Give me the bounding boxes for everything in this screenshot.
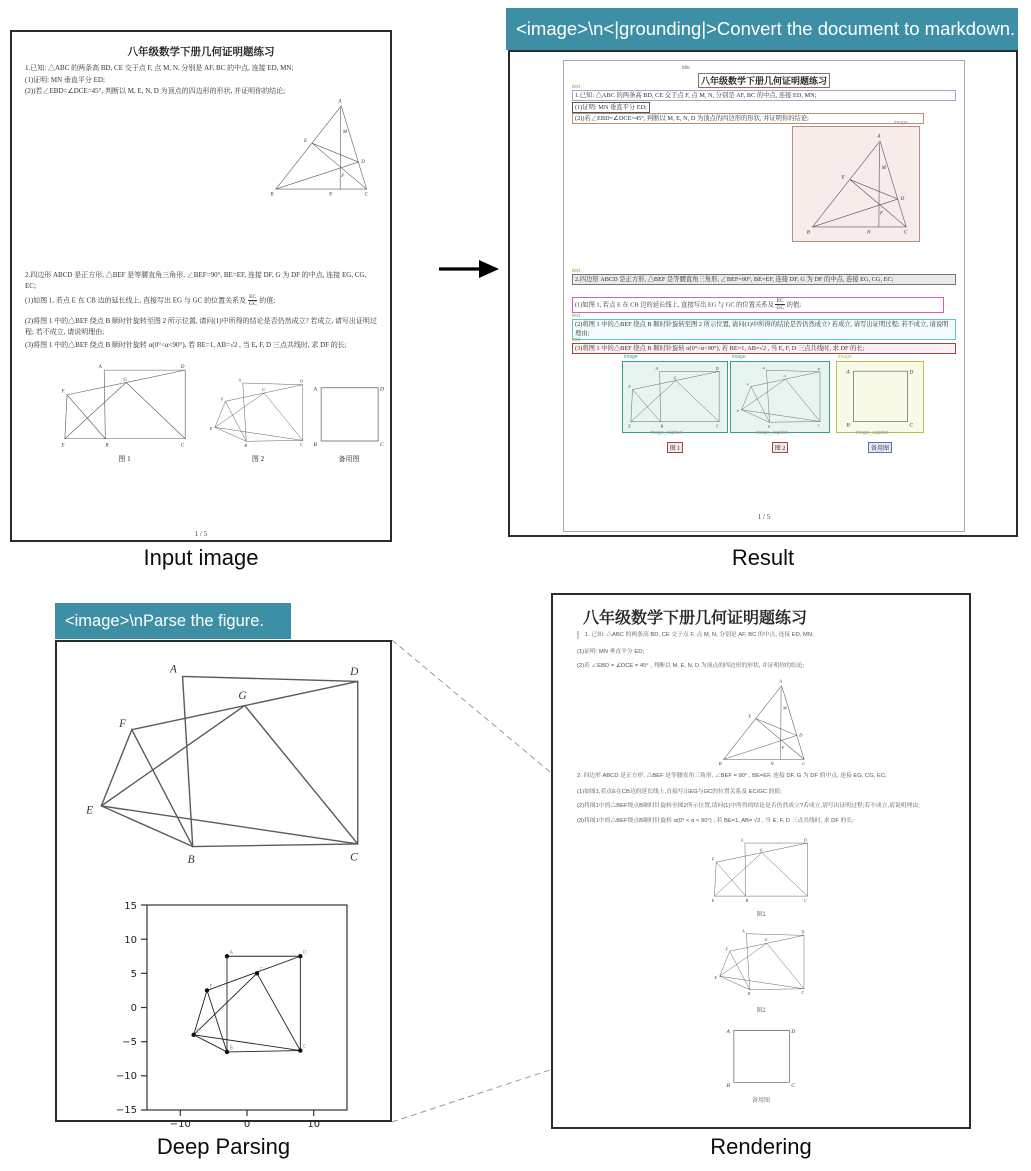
fraction-ec-gc: $\frac{EC}{GC}$ — [248, 294, 257, 308]
svg-text:C: C — [302, 1044, 307, 1051]
spare-figure-slot — [310, 364, 388, 464]
rendered-problem-1: 1. 已知: △ABC 的两条高 BD, CE 交于点 F, 点 M, N, 分别是 AF, BC 的中点, 连接 ED, MN; — [577, 631, 953, 639]
result-panel — [508, 50, 1018, 537]
figure-1 — [60, 360, 190, 450]
grounding-tag-text: text — [572, 313, 581, 319]
fraction-ec-gc: $\frac{EC}{GC}$ — [776, 298, 785, 312]
figure-1 — [711, 835, 811, 905]
p5-after: 的值; — [786, 301, 802, 309]
plot-data-layer — [191, 950, 306, 1054]
deep-parsing-label: Deep Parsing — [156, 1134, 291, 1159]
grounding-tag-image: image — [732, 354, 746, 360]
grounding-tag-text: text — [572, 84, 581, 90]
rendered-figure-1-caption: 图1 — [756, 912, 766, 918]
spare-figure — [311, 380, 387, 450]
triangle-figure — [264, 96, 372, 199]
parse-prompt-text: <image>\nParse the figure. — [65, 611, 265, 630]
rendering-panel — [551, 593, 971, 1129]
figure-1-annotated — [622, 354, 728, 455]
spare-figure-caption: 备用图 — [338, 455, 360, 463]
spare-figure — [843, 364, 917, 430]
figure-2-caption-box: 图 2 — [772, 442, 789, 453]
problem-2-part1-box — [572, 297, 944, 313]
rendered-spare-figure-wrap — [553, 1023, 969, 1096]
spare-figure — [724, 1023, 798, 1091]
x-tick: 0 — [243, 1119, 251, 1130]
rendered-problem-1-part1: (1)证明: MN 垂直平分 ED; — [577, 649, 644, 655]
page-number: 1 / 5 — [194, 530, 208, 538]
problem-1-part2-box: (2))若∠EBD=∠DCE=45°, 判断以 M, E, N, D 为顶点的四边形的形状, 并证明你的结论; — [572, 113, 924, 124]
x-tick: 10 — [307, 1119, 321, 1130]
p5-after: 的值; — [259, 296, 276, 305]
grounding-tag-image: image — [894, 120, 908, 126]
grounding-tag-text: text — [572, 337, 581, 343]
problem-1-part2-text: (2))若∠EBD=∠DCE=45°, 判断以 M, E, N, D 为顶点的四边形的形状, 并证明你的结论; — [25, 87, 286, 95]
figure-1-slot — [57, 364, 192, 464]
parsed-coordinate-plot — [57, 880, 394, 1130]
problem-1-text: 1.已知: △ABC 的两条高 BD, CE 交于点 F, 点 M, N, 分别是 AF, BC 的中点, 连接 ED, MN; — [25, 64, 294, 72]
figure-2-slot — [208, 364, 308, 464]
figure-2 — [713, 927, 809, 998]
problem-2-part2-box: (2)将图 1 中的△BEF 绕点 B 顺时针旋转至图 2 所示位置, 请问(1)中所得的结论是否仍然成立? 若成立, 请写出证明过程; 若不成立, 请说明理由; — [572, 319, 956, 340]
result-title-row — [564, 71, 964, 89]
rendered-figure-2-caption: 图2 — [756, 1008, 766, 1014]
deep-parsing-panel — [55, 640, 392, 1130]
triangle-image-box — [792, 126, 920, 242]
rendering-label: Rendering — [710, 1134, 812, 1159]
grounding-tag-image-caption: image_caption — [756, 430, 789, 436]
y-tick: 5 — [130, 969, 137, 980]
rendered-problem-2-part3: (3)将图1中的△BEF绕点B顺时针旋转 α(0° < α < 90°) , 若 BE=1, AB= √2 , 当 E, F, D 三点共线时, 求 DF 的长; — [577, 818, 854, 824]
parsed-geometry-figure — [81, 656, 373, 872]
y-tick: −10 — [115, 1071, 137, 1082]
p5-before: (1)如图 1, 若点 E 在 CB 边的延长线上, 直接写出 EG 与 GC 的位置关系及 — [25, 296, 247, 305]
result-label: Result — [731, 545, 795, 570]
input-image-label: Input image — [143, 545, 259, 570]
rendered-problem-1-part2: (2)若 ∠EBD = ∠DCE = 45° , 判断以 M, E, N, D 为顶点的四边形的形状, 并证明你的结论; — [577, 663, 805, 669]
grounding-prompt-banner — [506, 8, 1018, 50]
y-tick: −15 — [115, 1105, 137, 1116]
svg-text:G: G — [259, 966, 264, 973]
grounding-tag-title: title — [682, 65, 690, 71]
rendered-problem-2-part1: (1)如图1,若点E在CB边的延长线上,直接写出EG与GC的位置关系及 EC/GC 的值; — [577, 789, 782, 795]
figure-2-caption: 图 2 — [251, 455, 265, 463]
y-tick: −5 — [122, 1037, 137, 1048]
doc-title: 八年级数学下册几何证明题练习 — [127, 47, 275, 58]
figure-1 — [626, 364, 724, 430]
figure-2 — [734, 364, 826, 430]
figure-2 — [208, 376, 308, 450]
result-document-page — [563, 60, 965, 532]
rendered-problem-2: 2. 四边形 ABCD 是正方形, △BEF 是等腰直角三角形, ∠BEF = 90° , BE=EF, 连接 DF, G 为 DF 的中点, 连接 EG, CG, EC; — [577, 773, 887, 779]
figure-1-caption: 图 1 — [118, 455, 131, 463]
y-tick: 10 — [124, 935, 137, 946]
problem-1-part1-text: (1)证明: MN 垂直平分 ED; — [25, 76, 105, 84]
grounding-tag-image: image — [838, 354, 852, 360]
rendered-spare-caption: 备用图 — [751, 1098, 770, 1104]
rendered-markdown-page — [553, 595, 969, 1127]
svg-text:D: D — [302, 949, 307, 956]
problem-2-text: 2.四边形 ABCD 是正方形, △BEF 是等腰直角三角形, ∠BEF=90°, BE=EF, 连接 DF, G 为 DF 的中点, 连接 EG, CG, EC; — [25, 271, 367, 290]
rendered-title: 八年级数学下册几何证明题练习 — [583, 610, 808, 627]
problem-2-part2-text: (2)将图 1 中的△BEF 绕点 B 顺时针旋转至图 2 所示位置, 请问(1)中所得的结论是否仍然成立? 若成立, 请写出证明过程; 若不成立, 请说明理由; — [25, 317, 377, 336]
problem-2-box: 2.四边形 ABCD 是正方形, △BEF 是等腰直角三角形, ∠BEF=90°, BE=EF, 连接 DF, G 为 DF 的中点, 连接 EG, CG, EC; — [572, 274, 956, 285]
y-tick: 15 — [124, 901, 137, 912]
svg-text:B: B — [229, 1045, 233, 1052]
problem-2-part3-text: (3)将图 1 中的△BEF 绕点 B 顺时针旋转 α(0°<α<90°), 若 BE=1, AB=√2 , 当 E, F, D 三点共线时, 求 DF 的长; — [25, 341, 347, 349]
grounding-tag-image: image — [624, 354, 638, 360]
figure-1-caption-box: 图 1 — [667, 442, 684, 453]
grounding-prompt-text: <image>\n<|grounding|>Convert the document to markdown. — [516, 18, 1016, 39]
parse-prompt-banner — [55, 603, 291, 639]
svg-text:F: F — [209, 983, 213, 990]
grounding-tag-image-caption: image_caption — [650, 430, 683, 436]
rendered-problem-2-part2: (2)将图1中的△BEF绕点B顺时针旋转至图2所示位置,请问(1)中所得的结论是否仍然成立?若成立,请写出证明过程;若不成立,请说明理由; — [577, 803, 920, 809]
rendered-figure-1-wrap — [553, 835, 969, 910]
problem-1-part1-box: (1)证明: MN 垂直平分 ED; — [572, 102, 650, 113]
problem-2-part3-box: (3)将图 1 中的△BEF 绕点 B 顺时针旋转 α(0°<α<90°), 若 BE=1, AB=√2 , 当 E, F, D 三点共线时, 求 DF 的长; — [572, 343, 956, 354]
y-tick: 0 — [130, 1003, 137, 1014]
problem-2-part1-text — [25, 294, 377, 308]
figure-2-annotated — [730, 354, 830, 455]
x-tick: −10 — [169, 1119, 191, 1130]
p5-before: (1)如图 1, 若点 E 在 CB 边的延长线上, 直接写出 EG 与 GC 的位置关系及 — [575, 301, 774, 309]
grounding-tag-text: text — [572, 268, 581, 274]
triangle-figure — [800, 131, 912, 237]
rendered-figure-2-wrap — [553, 927, 969, 1003]
page-number: 1 / 5 — [757, 513, 771, 521]
spare-caption-box: 备用图 — [868, 442, 892, 453]
svg-text:E: E — [196, 1028, 200, 1035]
problem-1-box: 1.已知: △ABC 的两条高 BD, CE 交于点 F, 点 M, N, 分别是 AF, BC 的中点, 连接 ED, MN; — [572, 90, 956, 101]
svg-text:A: A — [229, 949, 233, 956]
flow-arrow-icon — [433, 252, 503, 286]
spare-figure-annotated — [836, 354, 924, 455]
doc-title-box: 八年级数学下册几何证明题练习 — [698, 73, 830, 88]
rendered-triangle-figure-wrap — [553, 677, 969, 773]
input-document-page — [10, 30, 392, 542]
triangle-figure — [713, 677, 809, 768]
grounding-tag-image-caption: image_caption — [856, 430, 889, 436]
